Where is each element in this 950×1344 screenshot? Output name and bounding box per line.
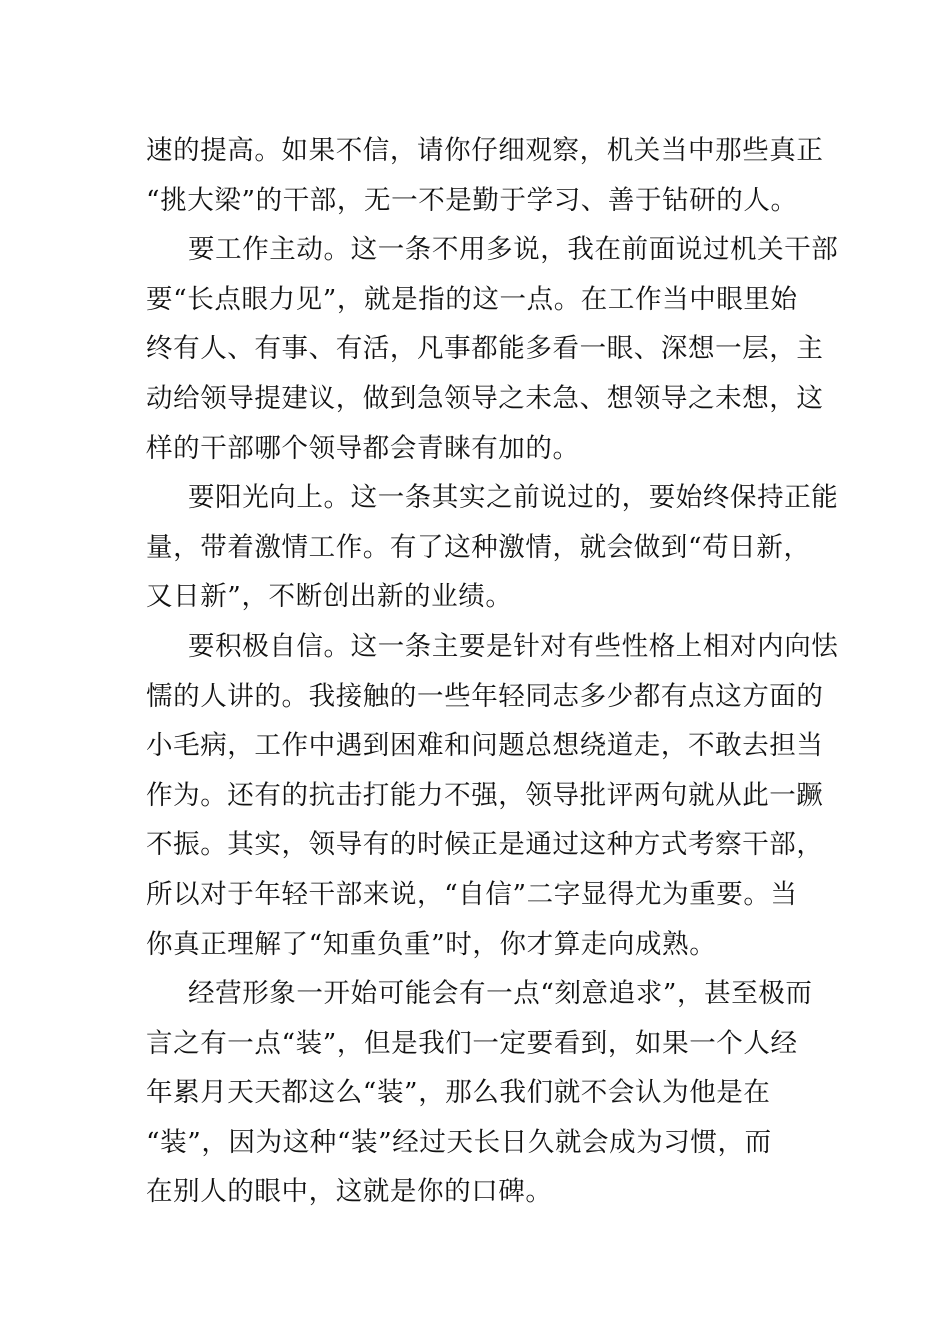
text-line: 不振。其实，领导有的时候正是通过这种方式考察干部， [146,829,824,861]
paragraph-start-line: 经营形象一开始可能会有一点“刻意追求”，甚至极而 [188,978,813,1010]
text-line: 动给领导提建议，做到急领导之未急、想领导之未想，这 [146,382,824,414]
text-line: 懦的人讲的。我接触的一些年轻同志多少都有点这方面的 [146,680,824,712]
text-line: 言之有一点“装”，但是我们一定要看到，如果一个人经 [146,1027,798,1059]
text-line: 速的提高。如果不信，请你仔细观察，机关当中那些真正 [146,135,824,166]
text-line: 要“长点眼力见”，就是指的这一点。在工作当中眼里始 [146,283,798,315]
text-line: 小毛病，工作中遇到困难和问题总想绕道走，不敢去担当 [146,730,824,762]
text-line: “挑大梁”的干部，无一不是勤于学习、善于钻研的人。 [146,184,798,216]
paragraph-start-line: 要工作主动。这一条不用多说，我在前面说过机关干部 [188,234,839,266]
text-line: 在别人的眼中，这就是你的口碑。 [146,1176,553,1208]
text-line: “装”，因为这种“装”经过天长日久就会成为习惯，而 [146,1126,772,1158]
text-line: 作为。还有的抗击打能力不强，领导批评两句就从此一蹶 [146,779,824,811]
text-line: 终有人、有事、有活，凡事都能多看一眼、深想一层，主 [146,333,824,365]
text-line: 样的干部哪个领导都会青睐有加的。 [146,432,580,464]
paragraph-start-line: 要积极自信。这一条主要是针对有些性格上相对内向怯 [188,630,839,662]
text-line: 量，带着激情工作。有了这种激情，就会做到“苟日新， [146,531,811,563]
text-line: 所以对于年轻干部来说，“自信”二字显得尤为重要。当 [146,878,798,910]
body-text [146,126,839,1217]
paragraph-start-line: 要阳光向上。这一条其实之前说过的，要始终保持正能 [188,482,839,514]
text-line: 年累月天天都这么“装”，那么我们就不会认为他是在 [146,1077,771,1109]
text-line: 又日新”，不断创出新的业绩。 [146,581,513,613]
text-line: 你真正理解了“知重负重”时，你才算走向成熟。 [146,928,717,960]
